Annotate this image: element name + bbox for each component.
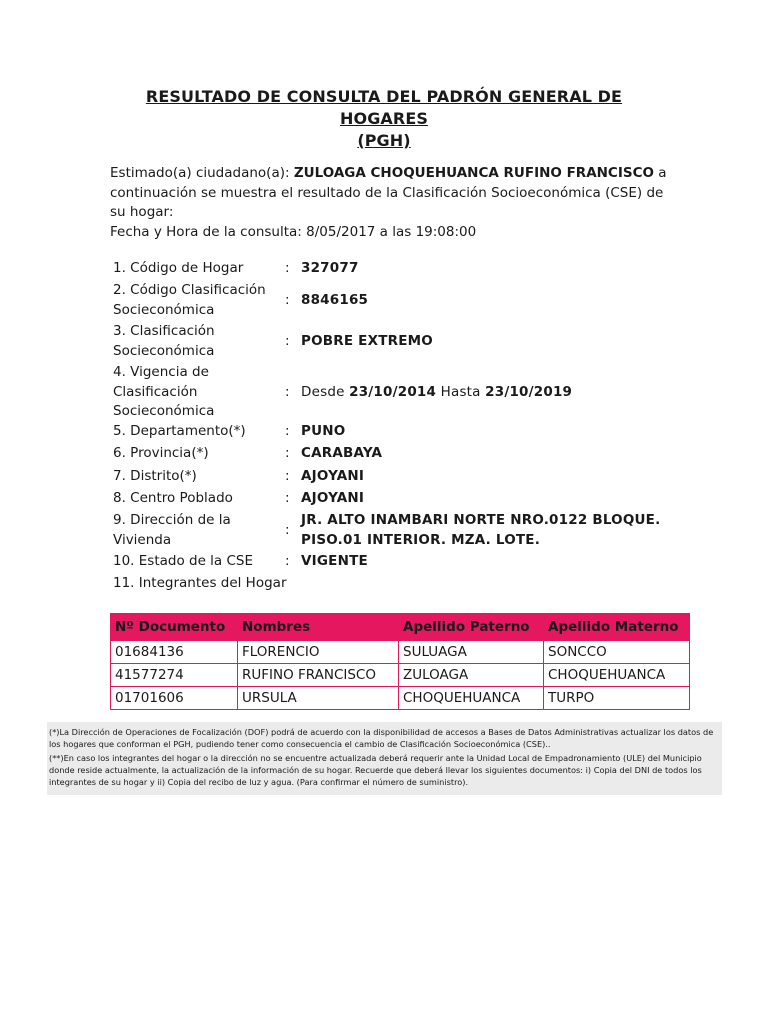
field-separator: :	[285, 332, 290, 349]
footnote-2: (**)En caso los integrantes del hogar o la dirección no se encuentre actualizada deberá requerir ante la Unidad Local de Empadronamiento (ULE) del Municipio donde reside actualmente, la actualización de la información de su hogar. Recuerde que deberá llevar los siguientes documentos: i) Copia del DNI de todos los integrantes de su hogar y ii) Copia del recibo de luz y agua. (Para confirmar el número de suministro).	[49, 753, 702, 787]
field-value: AJOYANI	[301, 490, 365, 506]
cell-document: 01684136	[111, 641, 238, 664]
footnote-1: (*)La Dirección de Operaciones de Focalización (DOF) podrá de acuerdo con la disponibilidad de accesos a Bases de Datos Administrativas actualizar los datos de los hogares que conforman el PGH, pudiendo tener como consecuencia el cambio de Clasificación Socioeconómica (CSE)..	[49, 727, 714, 749]
field-value	[301, 383, 673, 403]
table-row	[111, 641, 690, 664]
field-row-department	[113, 422, 673, 442]
title-line-1: RESULTADO DE CONSULTA DEL PADRÓN GENERAL DE HOGARES	[145, 87, 623, 128]
field-separator: :	[285, 521, 290, 538]
field-separator: :	[285, 468, 290, 484]
field-label: 7. Distrito(*)	[113, 468, 197, 484]
intro-continuation: a continuación se muestra el resultado de la Clasificación Socioeconómica (CSE) de su hogar:	[110, 165, 667, 220]
datetime-value: 8/05/2017 a las 19:08:00	[306, 223, 477, 240]
column-header-document: Nº Documento	[111, 614, 238, 641]
greeting-text: Estimado(a) ciudadano(a):	[110, 165, 294, 181]
column-header-maternal-surname: Apellido Materno	[544, 614, 690, 641]
field-row-town	[113, 489, 673, 509]
field-value: AJOYANI	[301, 468, 365, 484]
field-row-address	[113, 511, 673, 550]
cell-paternal-surname: SULUAGA	[399, 641, 544, 664]
title-line-2: (PGH)	[357, 131, 411, 150]
field-row-province	[113, 444, 673, 464]
validity-from-label: Desde	[301, 383, 350, 400]
household-members-table	[110, 613, 690, 710]
cell-names: URSULA	[238, 687, 399, 710]
cell-maternal-surname: TURPO	[544, 687, 690, 710]
field-separator: :	[285, 260, 290, 276]
field-label: 1. Código de Hogar	[113, 260, 244, 276]
field-separator: :	[285, 383, 290, 400]
field-separator: :	[285, 490, 290, 506]
cell-paternal-surname: CHOQUEHUANCA	[399, 687, 544, 710]
field-label: 2. Código Clasificación Socieconómica	[113, 282, 266, 318]
intro-paragraph	[110, 164, 670, 242]
table-row	[111, 687, 690, 710]
field-row-cse-code	[113, 281, 673, 320]
field-separator: :	[285, 291, 290, 308]
cell-names: FLORENCIO	[238, 641, 399, 664]
field-label: 8. Centro Poblado	[113, 490, 233, 506]
validity-from-date: 23/10/2014	[349, 383, 437, 400]
field-row-cse-status	[113, 552, 673, 572]
citizen-name: ZULOAGA CHOQUEHUANCA RUFINO FRANCISCO	[293, 165, 654, 181]
table-header-row	[111, 614, 690, 641]
field-label: 10. Estado de la CSE	[113, 553, 254, 569]
field-row-household-code	[113, 259, 673, 279]
field-value: POBRE EXTREMO	[301, 332, 433, 349]
field-label: 6. Provincia(*)	[113, 445, 209, 461]
cell-document: 01701606	[111, 687, 238, 710]
page-title	[100, 86, 668, 152]
validity-to-date: 23/10/2019	[485, 383, 573, 400]
column-header-names: Nombres	[238, 614, 399, 641]
cell-paternal-surname: ZULOAGA	[399, 664, 544, 687]
cell-document: 41577274	[111, 664, 238, 687]
footnotes-box	[47, 722, 722, 795]
field-row-district	[113, 467, 673, 487]
field-label: 4. Vigencia de Clasificación Socieconómica	[113, 364, 215, 419]
field-separator: :	[285, 445, 290, 461]
field-value: JR. ALTO INAMBARI NORTE NRO.0122 BLOQUE. PISO.01 INTERIOR. MZA. LOTE.	[301, 512, 661, 548]
field-label: 5. Departamento(*)	[113, 423, 246, 439]
field-row-cse	[113, 322, 673, 361]
field-value: VIGENTE	[301, 553, 368, 569]
cell-maternal-surname: CHOQUEHUANCA	[544, 664, 690, 687]
field-row-members	[113, 574, 673, 594]
table-row	[111, 664, 690, 687]
datetime-label: Fecha y Hora de la consulta:	[110, 223, 307, 240]
field-value: 8846165	[301, 291, 369, 308]
field-row-validity	[113, 363, 673, 422]
cell-maternal-surname: SONCCO	[544, 641, 690, 664]
field-label: 3. Clasificación Socieconómica	[113, 323, 215, 359]
field-label: 9. Dirección de la Vivienda	[113, 512, 231, 548]
field-value: CARABAYA	[301, 445, 383, 461]
field-separator: :	[285, 553, 290, 569]
validity-to-label: Hasta	[436, 383, 486, 400]
field-value: 327077	[301, 260, 359, 276]
column-header-paternal-surname: Apellido Paterno	[399, 614, 544, 641]
field-value: PUNO	[301, 423, 346, 439]
cell-names: RUFINO FRANCISCO	[238, 664, 399, 687]
field-label: 11. Integrantes del Hogar	[113, 575, 287, 591]
field-separator: :	[285, 423, 290, 439]
